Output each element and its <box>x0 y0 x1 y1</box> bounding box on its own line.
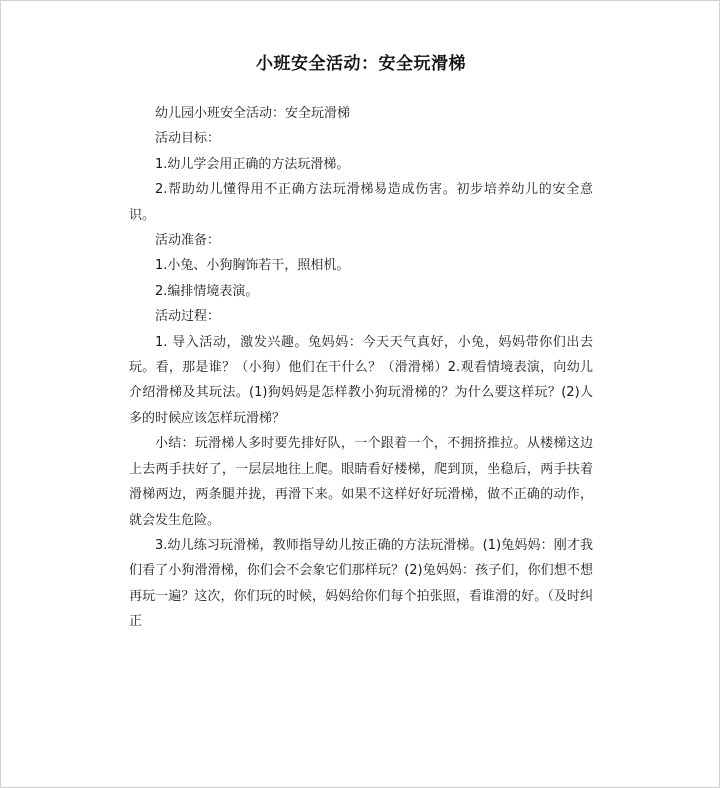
document-title: 小班安全活动：安全玩滑梯 <box>256 54 466 74</box>
paragraph: 小结：玩滑梯人多时要先排好队，一个跟着一个，不拥挤推拉。从楼梯这边上去两手扶好了，一层层地往上爬。眼睛看好楼梯，爬到顶，坐稳后，两手扶着滑梯两边，两条腿并拢，再滑下来。如果不这样好好玩滑梯，做不正确的动作，就会发生危险。 <box>129 436 593 528</box>
paragraph: 2.编排情境表演。 <box>155 283 259 299</box>
paragraph: 2.帮助幼儿懂得用不正确方法玩滑梯易造成伤害。初步培养幼儿的安全意识。 <box>129 182 593 223</box>
paragraph: 1. 导入活动，激发兴趣。兔妈妈：今天天气真好，小兔，妈妈带你们出去玩。看，那是谁？（小狗）他们在干什么？（滑滑梯）2.观看情境表演，向幼儿介绍滑梯及其玩法。(1)狗妈妈是怎样教小狗玩滑梯的？为什么要这样玩？(2)人多的时候应该怎样玩滑梯？ <box>129 334 593 426</box>
paragraph: 活动准备： <box>155 233 221 249</box>
paragraph: 1.小兔、小狗胸饰若干，照相机。 <box>155 258 350 274</box>
paragraph: 活动目标： <box>155 131 221 147</box>
paragraph: 3.幼儿练习玩滑梯，教师指导幼儿按正确的方法玩滑梯。(1)兔妈妈：刚才我们看了小狗滑滑梯，你们会不会象它们那样玩？(2)兔妈妈：孩子们，你们想不想再玩一遍？这次，你们玩的时候，妈妈给你们每个拍张照，看谁滑的好。（及时纠正 <box>129 537 593 630</box>
paragraph: 1.幼儿学会用正确的方法玩滑梯。 <box>155 156 350 172</box>
paragraph: 幼儿园小班安全活动：安全玩滑梯 <box>155 106 351 121</box>
paragraph: 活动过程： <box>155 309 221 325</box>
document-body <box>129 101 593 635</box>
